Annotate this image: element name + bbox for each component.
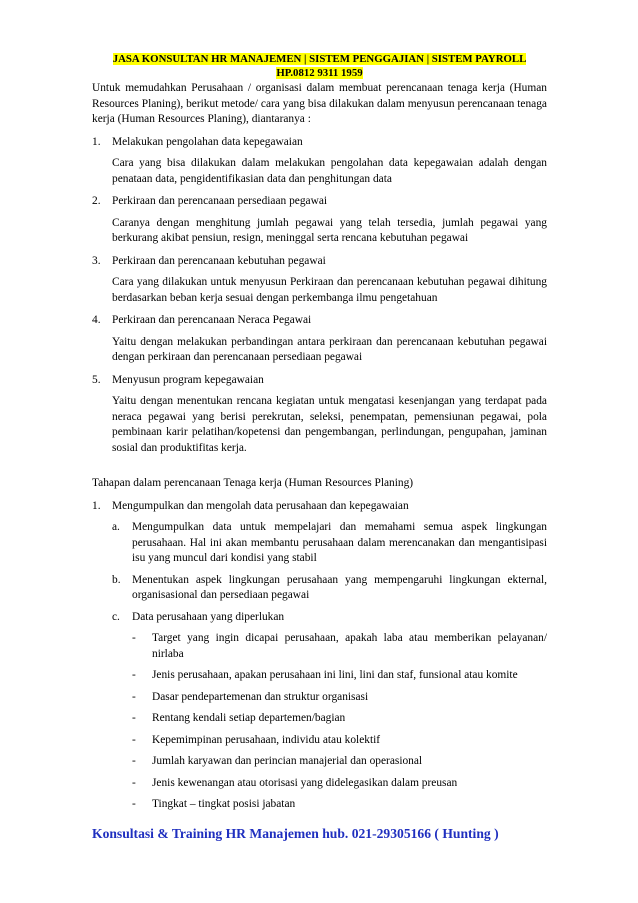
stage-item [92,499,547,515]
method-item [92,254,547,270]
dash-item [132,668,547,684]
intro-paragraph: Untuk memudahkan Perusahaan / organisasi dalam membuat perencanaan tenaga kerja (Human Resources Planing), berikut metode/ cara yang bisa dilakukan dalam menyusun perencanaan tenaga kerja (Human Resources Planing), diantaranya : [92,82,547,125]
method-number: 1. [92,135,101,148]
method-title: Menyusun program kepegawaian [112,373,264,386]
stage-number: 1. [92,499,101,512]
header-line-2: HP.0812 9311 1959 [276,66,363,79]
dash-text: Jenis kewenangan atau otorisasi yang didelegasikan dalam preusan [152,776,458,789]
method-description: Yaitu dengan menentukan rencana kegiatan untuk mengatasi kesenjangan yang terdapat pada neraca pegawai yang berisi perekrutan, seleksi, penempatan, pemensiunan pegawai, pola pembinaan karir pelatihan/kopetensi dan pengembangan, perlindungan, pengupahan, jaminan sosial dan produktifitas kerja. [112,395,547,454]
method-title: Perkiraan dan perencanaan persediaan pegawai [112,195,328,207]
stage-title: Mengumpulkan dan mengolah data perusahaan dan kepegawaian [112,499,409,512]
dash-item [132,711,547,727]
method-number: 4. [92,314,101,326]
dash-text: Jumlah karyawan dan perincian manajerial dan operasional [152,755,423,767]
sub-letter: c. [112,610,120,623]
stage-sub-item [112,573,547,604]
dash-text: Tingkat – tingkat posisi jabatan [152,798,296,810]
dash-text: Kepemimpinan perusahaan, individu atau kolektif [152,733,381,746]
dash-bullet: - [132,755,136,767]
sub-letter: a. [112,521,120,533]
dash-bullet: - [132,632,136,644]
stage-sub-item [112,610,547,626]
dash-item [132,776,547,792]
method-title: Perkiraan dan perencanaan Neraca Pegawai [112,314,312,326]
document-page [92,0,547,813]
dash-item [132,754,547,770]
dash-item [132,797,547,813]
dash-text: Target yang ingin dicapai perusahaan, apakah laba atau memberikan pelayanan/ nirlaba [152,632,547,660]
dash-text: Jenis perusahaan, apakan perusahaan ini lini, lini dan staf, funsional atau komite [152,669,518,681]
data-requirements-list [92,631,547,813]
method-description: Cara yang dilakukan untuk menyusun Perkiraan dan perencanaan kebutuhan pegawai dihitung berdasarkan beban kerja sesuai dengan perkembanga ilmu pengetahuan [112,276,547,304]
dash-item [132,690,547,706]
dash-bullet: - [132,776,136,789]
method-description: Caranya dengan menghitung jumlah pegawai yang telah tersedia, jumlah pegawai yang berkurang akibat pensiun, resign, meninggal serta rencana kebutuhan pegawai [112,216,547,244]
dash-bullet: - [132,669,136,681]
method-item [92,313,547,329]
method-item [92,194,547,210]
method-description: Yaitu dengan melakukan perbandingan antara perkiraan dan perencanaan kebutuhan pegawai dengan perkiraan dan perencanaan persediaan pegawai [112,335,547,363]
dash-item [132,733,547,749]
sub-letter: b. [112,573,121,586]
method-number: 5. [92,373,101,386]
sub-text: Menentukan aspek lingkungan perusahaan yang mempengaruhi lingkungan ekternal, organisasional dan persediaan pegawai [132,573,547,601]
dash-bullet: - [132,690,136,703]
method-item [92,373,547,389]
stage-sub-item [112,520,547,567]
sub-text: Mengumpulkan data untuk mempelajari dan memahami semua aspek lingkungan perusahaan. Hal ini akan membantu perusahaan dalam merencanakan dan mengantisipasi isu yang muncul dari kondisi yang stabil [132,521,547,564]
footer-contact: Konsultasi & Training HR Manajemen hub. 021-29305166 ( Hunting ) [92,826,499,841]
dash-bullet: - [132,712,136,724]
dash-bullet: - [132,798,136,810]
sub-text: Data perusahaan yang diperlukan [132,610,285,623]
method-description: Cara yang bisa dilakukan dalam melakukan pengolahan data kepegawaian adalah dengan penataan data, pengidentifikasian data dan penghitungan data [112,157,547,185]
methods-list [92,135,547,457]
stages-title: Tahapan dalam perencanaan Tenaga kerja (Human Resources Planing) [92,477,414,489]
header-line-1: JASA KONSULTAN HR MANAJEMEN | SISTEM PENGGAJIAN | SISTEM PAYROLL [112,53,527,65]
dash-text: Rentang kendali setiap departemen/bagian [152,712,346,724]
method-title: Melakukan pengolahan data kepegawaian [112,135,303,148]
dash-item [132,631,547,662]
dash-text: Dasar pendepartemenan dan struktur organisasi [152,690,369,703]
document-header [92,53,547,80]
dash-bullet: - [132,733,136,746]
method-item [92,135,547,151]
method-number: 3. [92,254,101,267]
method-number: 2. [92,195,101,207]
method-title: Perkiraan dan perencanaan kebutuhan pegawai [112,254,326,267]
